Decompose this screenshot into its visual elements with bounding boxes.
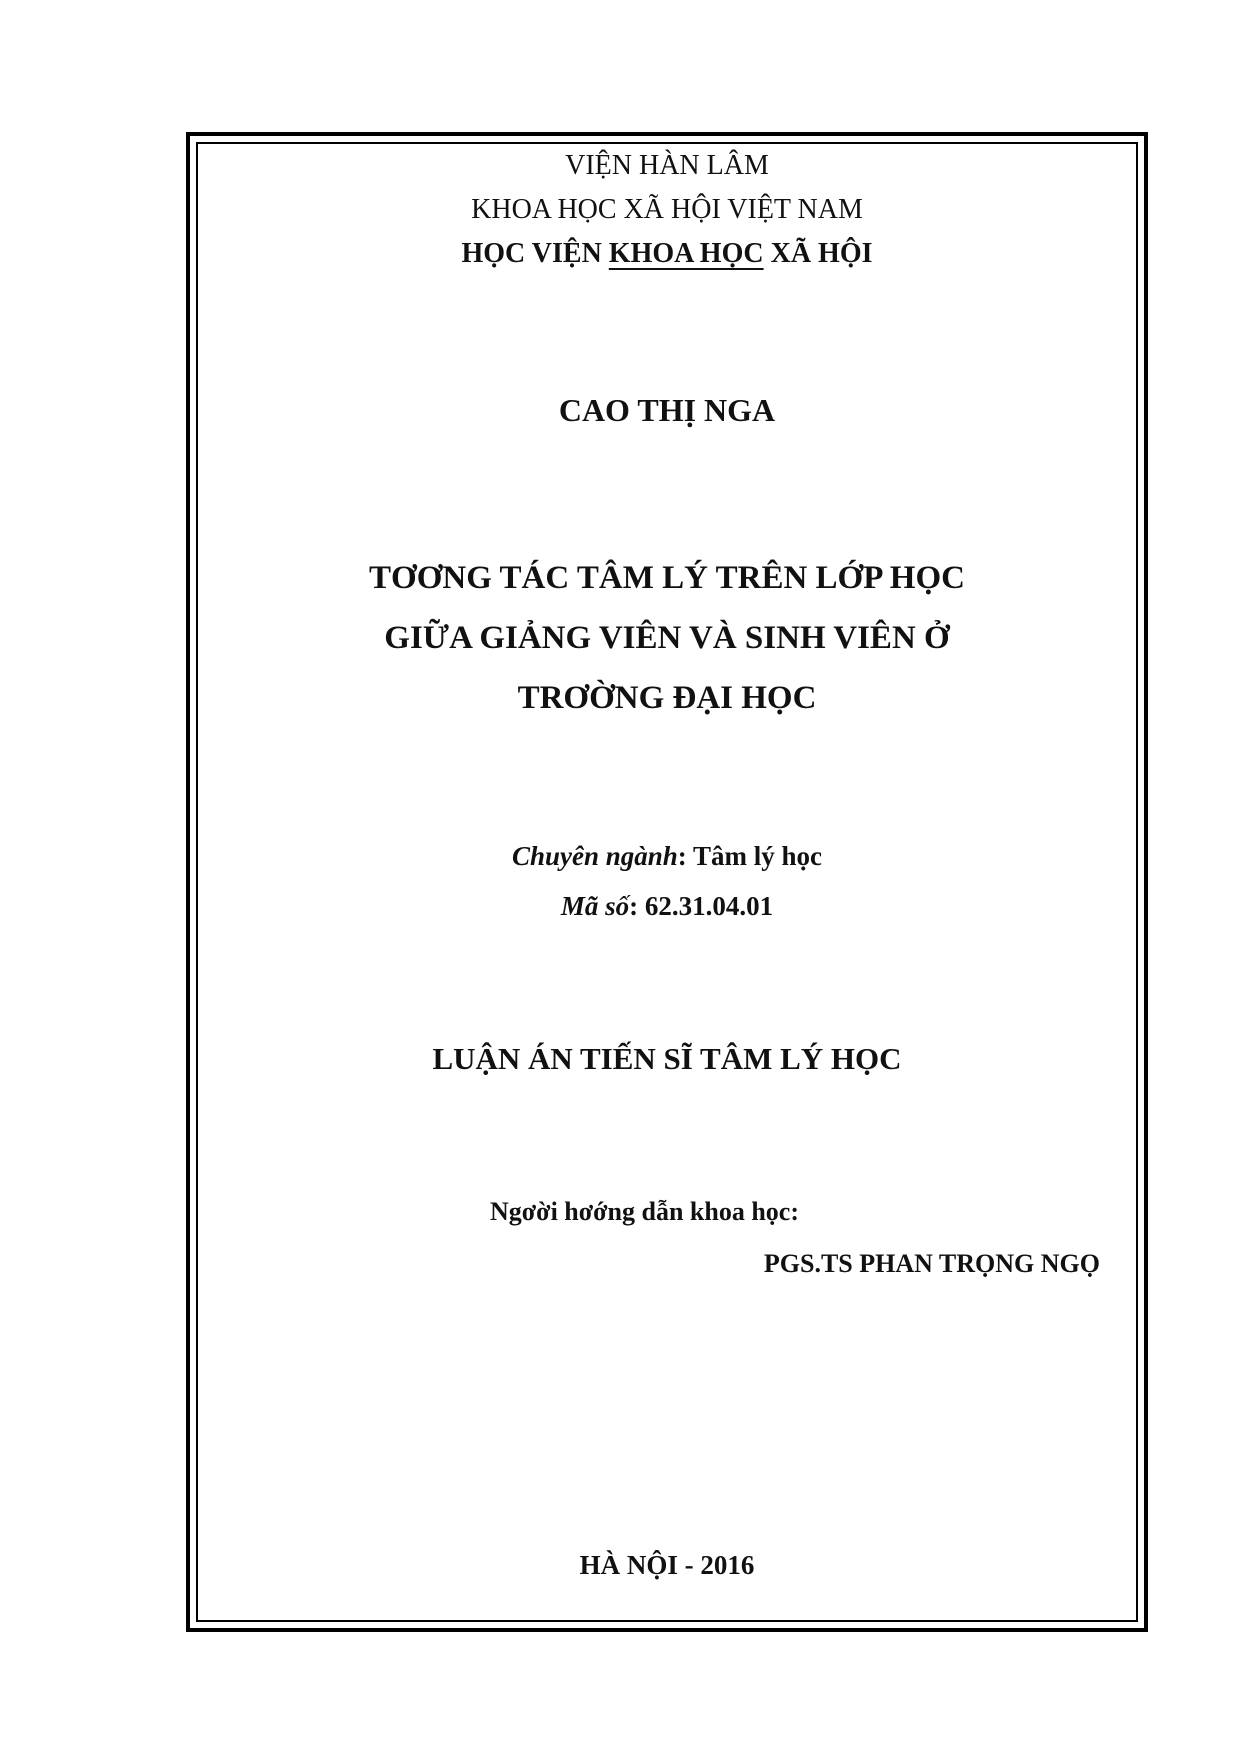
code-label: Mã số	[560, 891, 630, 921]
specialization-label: Chuyên ngành	[511, 841, 678, 871]
specialization-value: : Tâm lý học	[677, 841, 823, 871]
page-border-inner	[196, 142, 1138, 1622]
author-name: CAO THỊ NGA	[558, 392, 776, 428]
institution-line-3	[196, 240, 1138, 268]
thesis-title-line-3: TRƠỜNG ĐẠI HỌC	[517, 680, 817, 716]
code	[196, 893, 1138, 920]
institution-line-3-end: XÃ HỘI	[763, 238, 873, 269]
advisor-name: PGS.TS PHAN TRỌNG NGỌ	[763, 1249, 1100, 1278]
specialization	[196, 843, 1138, 870]
institution-line-2: KHOA HỌC XÃ HỘI VIỆT NAM	[471, 194, 863, 225]
thesis-title-line-2: GIỮA GIẢNG VIÊN VÀ SINH VIÊN Ở	[384, 620, 950, 656]
institution-line-3-start: HỌC VIỆN	[461, 238, 609, 269]
advisor-label: Ngơời hơớng dẫn khoa học:	[490, 1197, 800, 1226]
code-value: : 62.31.04.01	[629, 891, 774, 921]
thesis-title-line-1: TƠƠNG TÁC TÂM LÝ TRÊN LỚP HỌC	[369, 560, 965, 596]
institution-line-3-underlined: KHOA HỌC	[608, 238, 764, 269]
institution-line-1: VIỆN HÀN LÂM	[565, 150, 769, 181]
place-and-year: HÀ NỘI - 2016	[579, 1550, 755, 1580]
degree-title: LUẬN ÁN TIẾN SĨ TÂM LÝ HỌC	[432, 1041, 902, 1076]
